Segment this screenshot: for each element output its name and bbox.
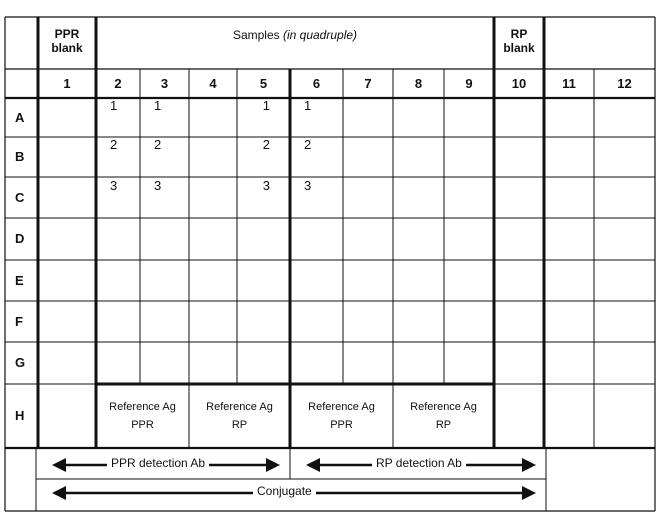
column-number: 6 <box>312 75 321 91</box>
row-letter: G <box>15 355 26 370</box>
well-value: 1 <box>304 97 312 113</box>
column-number: 4 <box>209 75 217 91</box>
well-value: 3 <box>262 177 270 193</box>
reference-ag-cell <box>393 400 494 432</box>
well-value: 1 <box>262 97 270 113</box>
row-letter: A <box>15 109 25 125</box>
samples-header <box>96 28 494 42</box>
rp-detection-label: RP detection Ab <box>372 456 466 470</box>
column-number: 10 <box>511 75 527 91</box>
reference-ag-label: Reference Ag <box>109 401 176 413</box>
reference-ag-cell <box>96 400 189 432</box>
column-number: 2 <box>114 75 122 91</box>
column-number: 3 <box>160 75 169 91</box>
column-number: 1 <box>63 75 71 91</box>
ppr-blank-header <box>38 27 96 55</box>
well-value: 3 <box>304 177 312 193</box>
reference-ag-label: Reference Ag <box>206 401 273 413</box>
column-number: 9 <box>465 75 473 91</box>
well-value: 3 <box>110 177 118 193</box>
column-number: 11 <box>562 75 576 91</box>
column-number: 12 <box>617 75 632 91</box>
rp-blank-header <box>494 27 544 55</box>
reference-ag-type: RP <box>435 419 452 431</box>
reference-ag-label: Reference Ag <box>410 401 477 413</box>
row-letter: H <box>15 408 25 423</box>
rp-blank-line1: RP <box>510 27 528 41</box>
reference-ag-type: RP <box>231 419 248 431</box>
column-number: 8 <box>414 75 423 91</box>
well-value: 2 <box>110 137 118 152</box>
reference-ag-type: PPR <box>330 419 353 431</box>
reference-ag-cell <box>290 400 393 432</box>
reference-ag-type: PPR <box>131 419 154 431</box>
samples-label: Samples <box>232 28 283 42</box>
row-letter: B <box>15 149 25 164</box>
rp-blank-line2: blank <box>503 41 535 55</box>
column-number: 7 <box>364 75 372 91</box>
row-letter: C <box>15 189 25 205</box>
row-letter: D <box>15 231 25 246</box>
reference-ag-cell <box>189 400 290 432</box>
conjugate-label: Conjugate <box>253 484 316 498</box>
well-value: 2 <box>154 137 162 152</box>
column-number: 5 <box>259 75 268 91</box>
ppr-blank-line2: blank <box>51 41 83 55</box>
row-letter: E <box>15 272 24 288</box>
well-value: 2 <box>262 137 270 152</box>
ppr-detection-label: PPR detection Ab <box>107 456 209 470</box>
row-letter: F <box>15 313 23 329</box>
samples-qualifier: (in quadruple) <box>282 28 358 42</box>
well-value: 3 <box>154 177 162 193</box>
well-value: 2 <box>304 137 312 152</box>
well-value: 1 <box>154 97 162 113</box>
ppr-blank-line1: PPR <box>54 27 80 41</box>
reference-ag-label: Reference Ag <box>308 401 375 413</box>
well-value: 1 <box>110 97 118 113</box>
